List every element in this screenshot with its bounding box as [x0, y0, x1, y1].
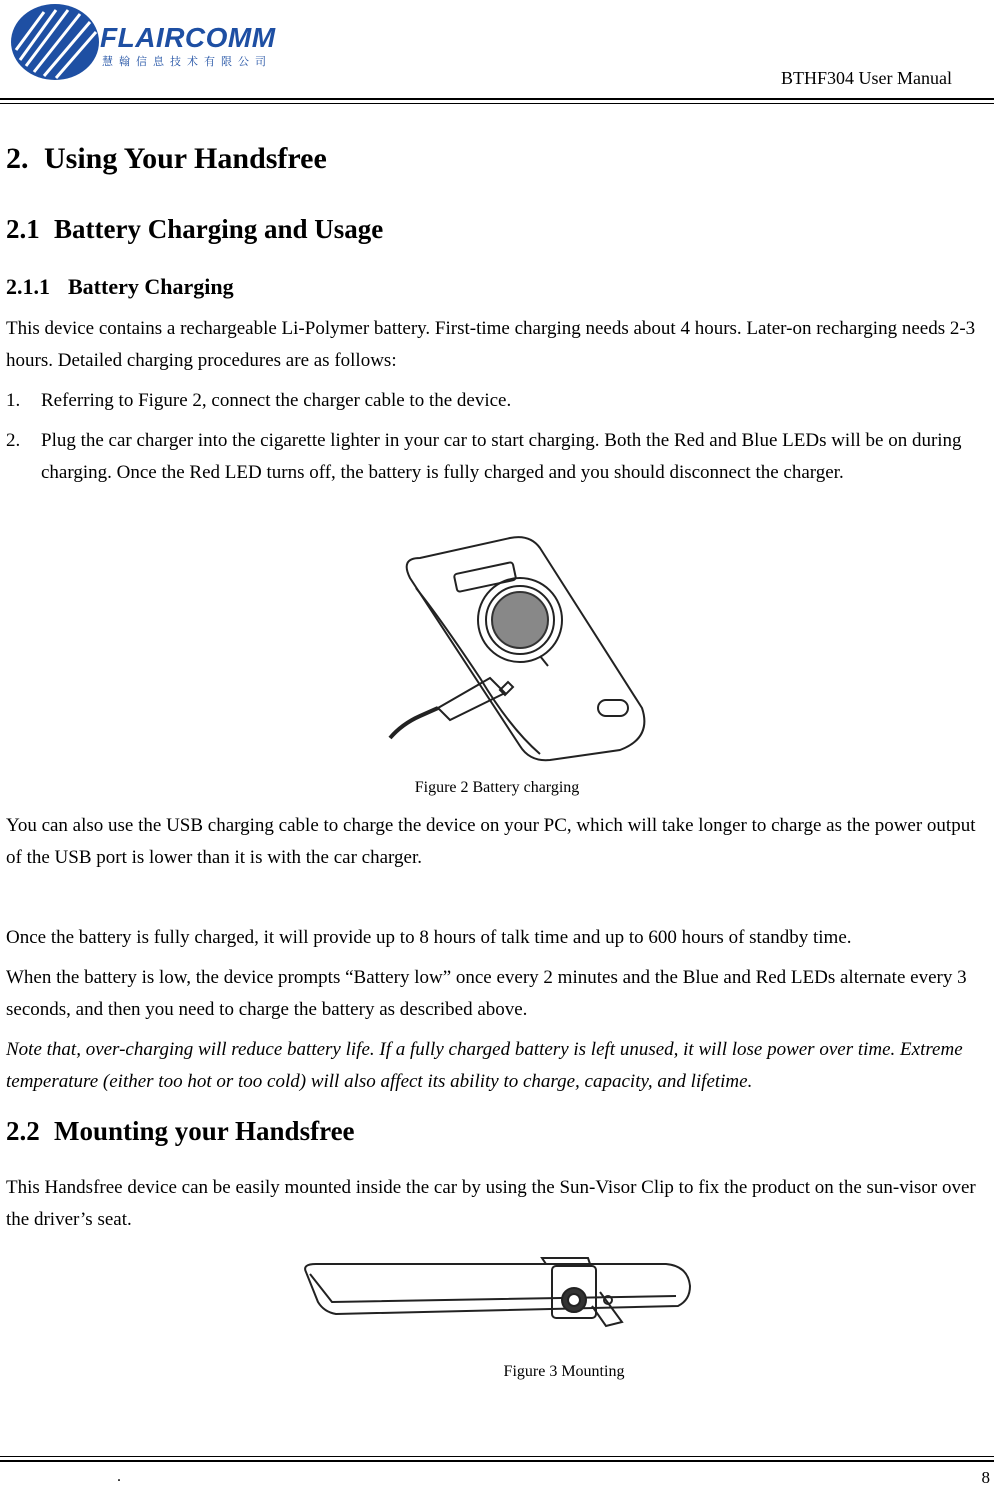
note-paragraph: Note that, over-charging will reduce battery life. If a fully charged battery is left unused, it will lose power over time. Extreme temperature (either too hot or too cold) will also affect its ability to charge, capacity, and lifetime. [6, 1039, 963, 1092]
section-heading-2-1-1: 2.1.1 Battery Charging [6, 274, 234, 299]
header-rule-thin [0, 103, 994, 104]
footer-rule-thin [0, 1456, 994, 1457]
figure-3-caption: Figure 3 Mounting [503, 1363, 625, 1380]
list-item: 2. Plug the car charger into the cigarette lighter in your car to start charging. Both the Red and Blue LEDs will be on during charging. Once the Red LED turns off, the battery is fully charged and you should disconnect the charger. [6, 430, 962, 483]
document-title: BTHF304 User Manual [781, 68, 952, 88]
page-number: 8 [981, 1468, 990, 1487]
logo-wordmark: FLAIRCOMM [100, 22, 276, 53]
mounting-figure [296, 1256, 696, 1332]
footer-dot: . [117, 1468, 121, 1485]
section-heading-2: 2. Using Your Handsfree [6, 142, 327, 175]
footer-rule [0, 1460, 994, 1462]
figure-2-caption: Figure 2 Battery charging [414, 779, 580, 796]
logo-globe-icon [11, 4, 99, 80]
intro-paragraph: This device contains a rechargeable Li-Polymer battery. First-time charging needs about 4 hours. Later-on recharging needs 2-3 hours. Detailed charging procedures are as follows: [6, 318, 976, 371]
section-heading-2-1: 2.1 Battery Charging and Usage [6, 214, 384, 244]
usb-paragraph: You can also use the USB charging cable to charge the device on your PC, which will take longer to charge as the power output of the USB port is lower than it is with the car charger. [6, 815, 976, 868]
battery-low-paragraph: When the battery is low, the device prompts “Battery low” once every 2 minutes and the Blue and Red LEDs alternate every 3 seconds, and then you need to charge the battery as described above. [6, 967, 967, 1020]
section-heading-2-2: 2.2 Mounting your Handsfree [6, 1116, 355, 1146]
header-rule [0, 98, 994, 100]
list-item: 1. Referring to Figure 2, connect the charger cable to the device. [6, 390, 512, 411]
talk-time-paragraph: Once the battery is fully charged, it will provide up to 8 hours of talk time and up to 600 hours of standby time. [6, 927, 852, 948]
battery-charging-figure [380, 528, 650, 764]
logo-subtitle: 慧翰信息技术有限公司 [102, 55, 272, 68]
mounting-paragraph: This Handsfree device can be easily mounted inside the car by using the Sun-Visor Clip to fix the product on the sun-visor over the driver’s seat. [6, 1177, 976, 1230]
